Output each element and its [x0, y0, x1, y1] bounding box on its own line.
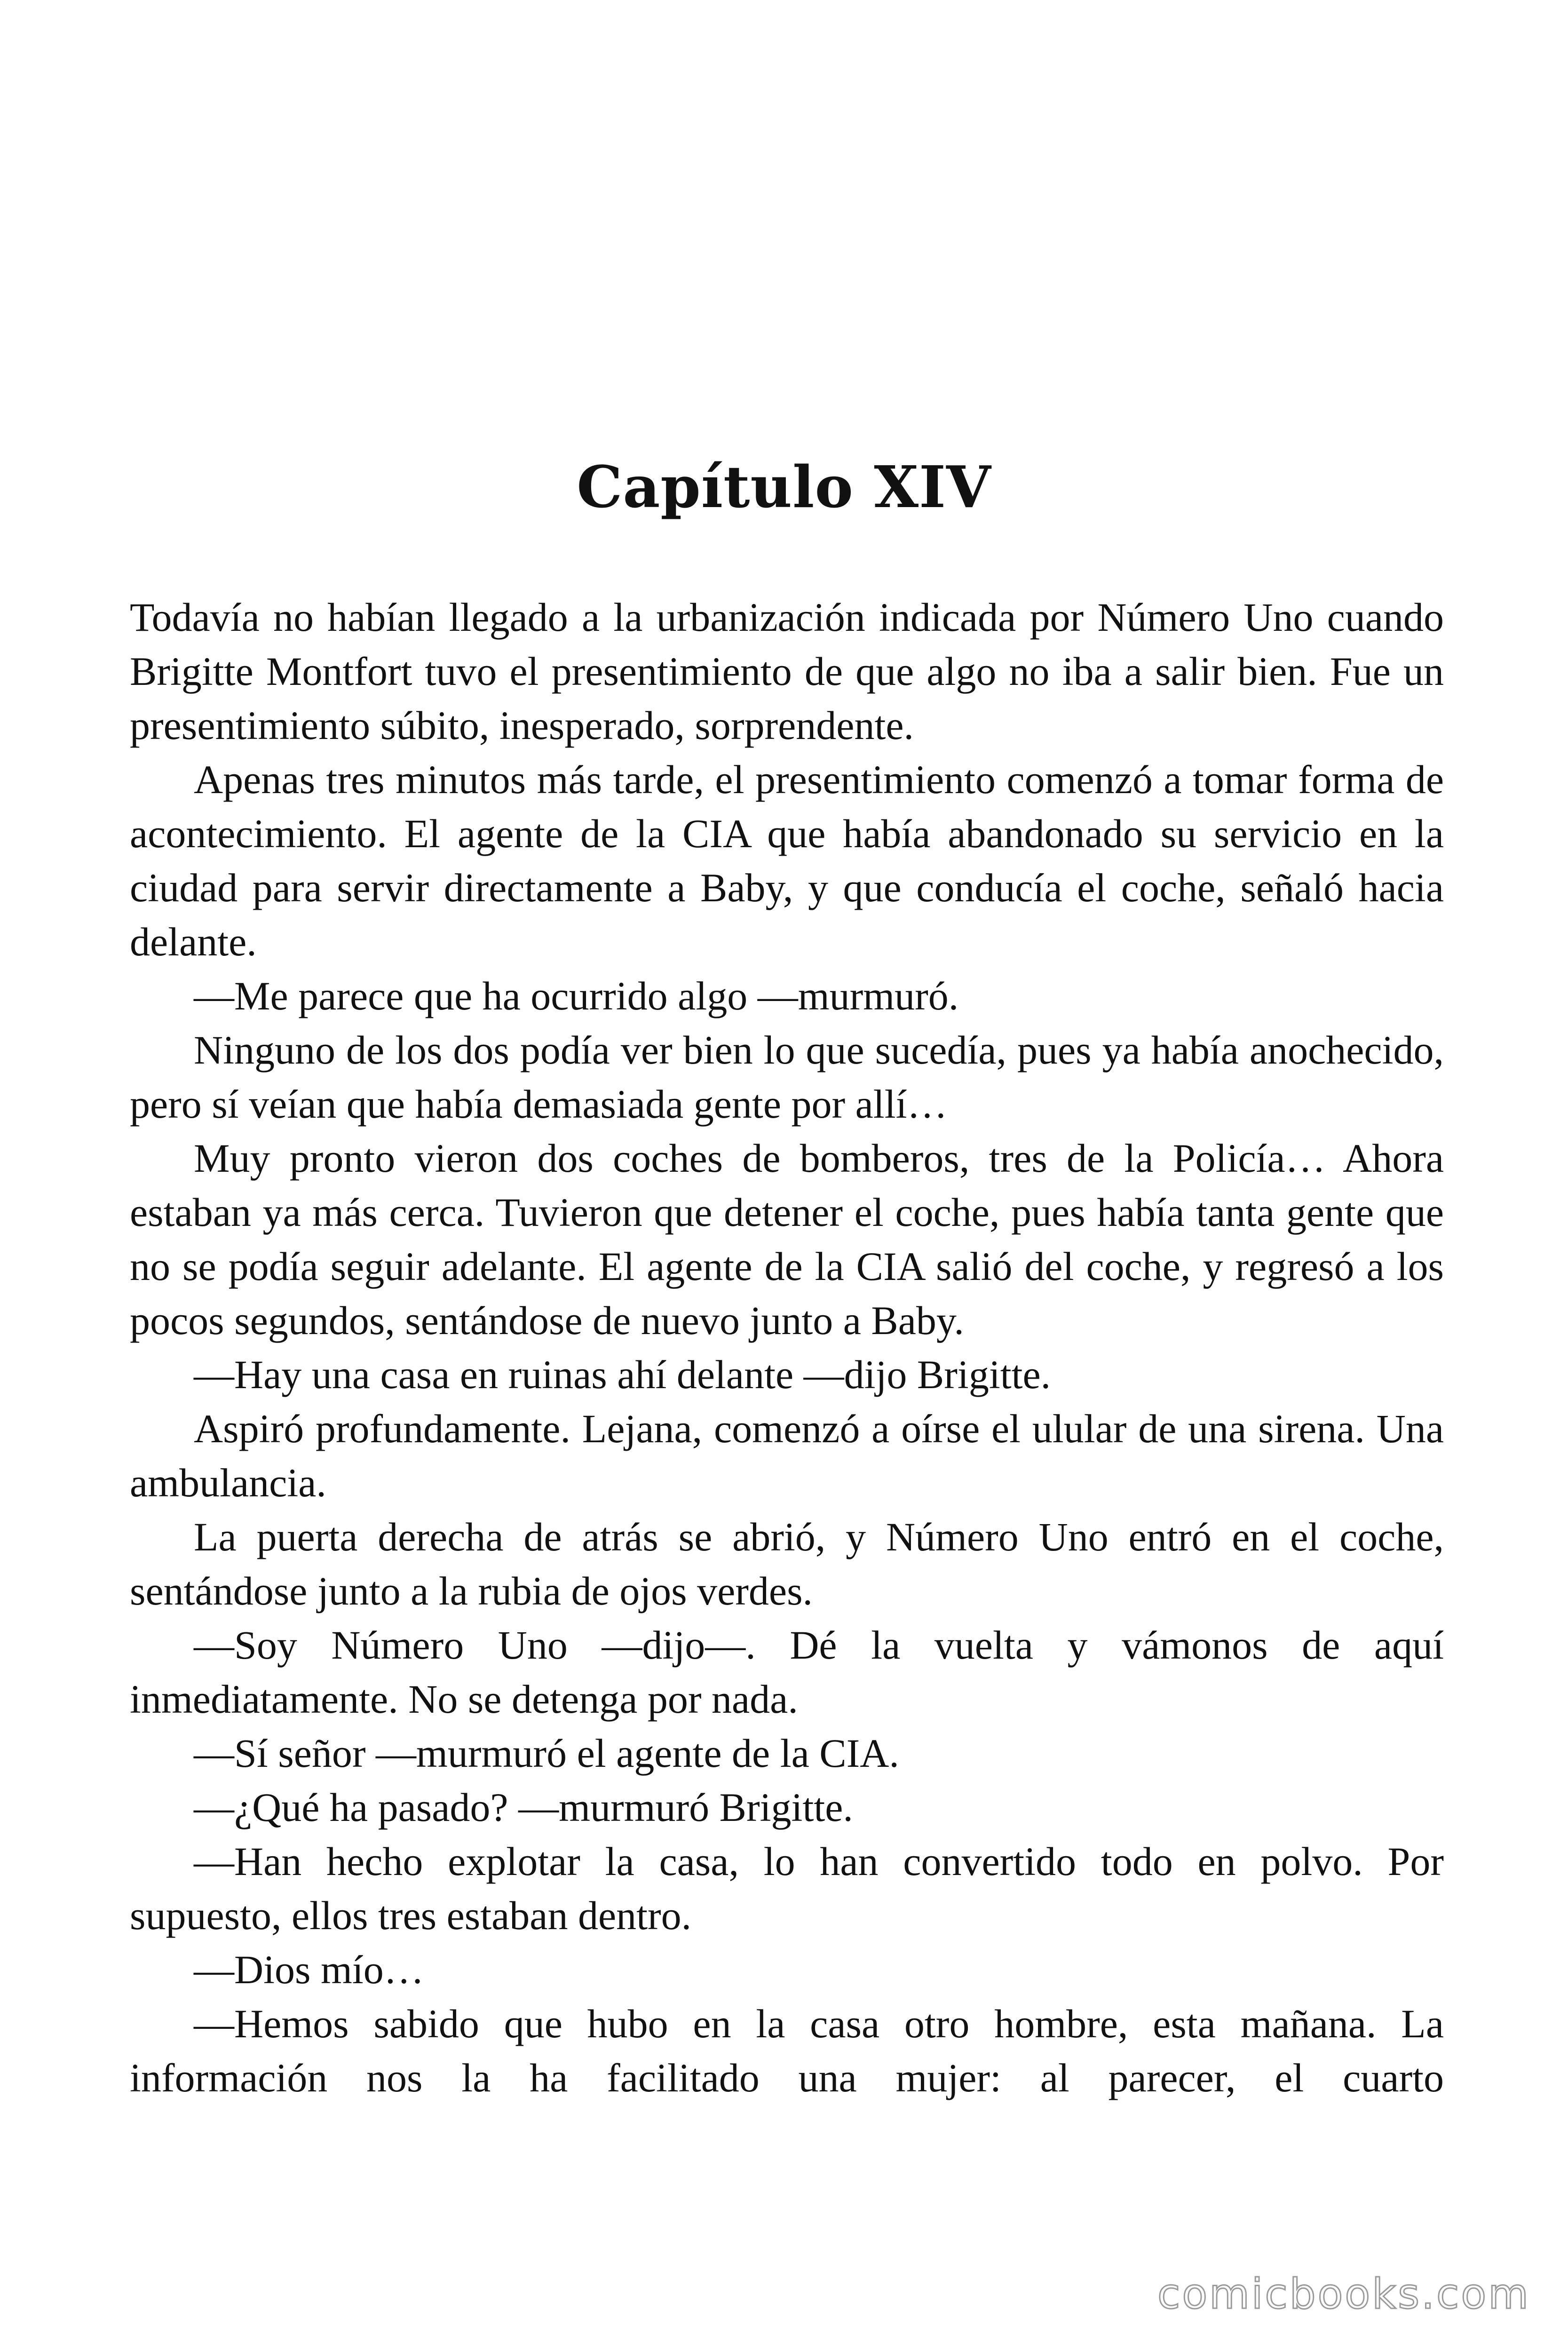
paragraph: Todavía no habían llegado a la urbanización indicada por Número Uno cuando Brigitte Montfort tuvo el presentimiento de que algo no iba a salir bien. Fue un presentimiento súbito, inesperado, sorprendente.: [130, 595, 1444, 748]
paragraph: La puerta derecha de atrás se abrió, y Número Uno entró en el coche, sentándose junto a la rubia de ojos verdes.: [130, 1514, 1444, 1613]
dialogue-paragraph: —Me parece que ha ocurrido algo —murmuró.: [194, 973, 959, 1018]
dialogue-paragraph: —Dios mío…: [194, 1947, 424, 1992]
watermark-logo: comicbooks.com: [1157, 2270, 1530, 2318]
dialogue-paragraph: —Sí señor —murmuró el agente de la CIA.: [194, 1731, 899, 1776]
paragraph: Muy pronto vieron dos coches de bomberos, tres de la Policía… Ahora estaban ya más cerca. Tuvieron que detener el coche, pues había tanta gente que no se podía seguir adelante. El agente de la CIA salió del coche, y regresó a los pocos segundos, sentándose de nuevo junto a Baby.: [130, 1136, 1444, 1343]
chapter-body: [130, 590, 1444, 2105]
paragraph: Ninguno de los dos podía ver bien lo que sucedía, pues ya había anochecido, pero sí veían que había demasiada gente por allí…: [130, 1027, 1444, 1127]
paragraph: Aspiró profundamente. Lejana, comenzó a oírse el ulular de una sirena. Una ambulancia.: [130, 1406, 1444, 1505]
paragraph: Apenas tres minutos más tarde, el presentimiento comenzó a tomar forma de acontecimiento. El agente de la CIA que había abandonado su servicio en la ciudad para servir directamente a Baby, y que conducía el coche, señaló hacia delante.: [130, 757, 1444, 964]
dialogue-paragraph: —Han hecho explotar la casa, lo han convertido todo en polvo. Por supuesto, ellos tres estaban dentro.: [130, 1839, 1444, 1938]
chapter-title: Capítulo XIV: [577, 453, 991, 521]
dialogue-paragraph: —Soy Número Uno —dijo—. Dé la vuelta y vámonos de aquí inmediatamente. No se detenga por nada.: [130, 1622, 1444, 1722]
dialogue-paragraph: —¿Qué ha pasado? —murmuró Brigitte.: [194, 1785, 853, 1830]
dialogue-paragraph: —Hemos sabido que hubo en la casa otro hombre, esta mañana. La información nos la ha facilitado una mujer: al parecer, el cuarto: [130, 2001, 1444, 2100]
dialogue-paragraph: —Hay una casa en ruinas ahí delante —dijo Brigitte.: [194, 1352, 1051, 1397]
